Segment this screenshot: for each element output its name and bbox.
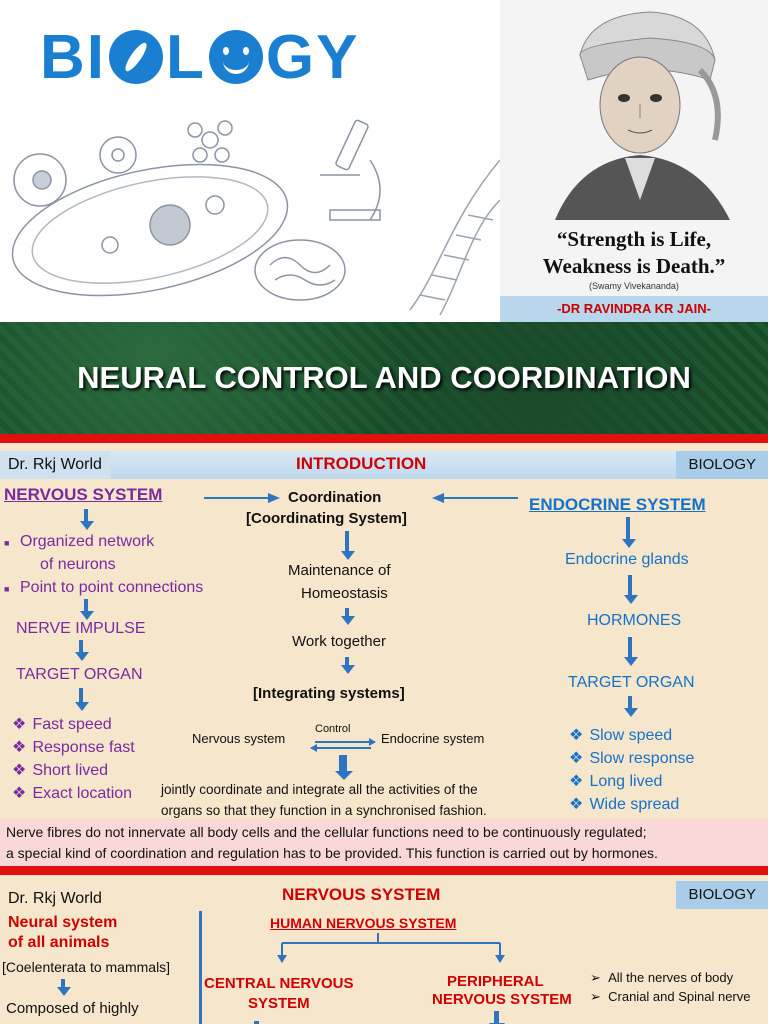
endocrine-feature: ❖ Slow response — [569, 750, 695, 767]
arrow-down-icon — [622, 517, 634, 548]
biology-logo — [40, 22, 359, 93]
flower-cell-icon — [188, 121, 232, 162]
arrow-down-icon — [341, 657, 353, 674]
nervous-feature: ❖ Exact location — [12, 785, 133, 802]
title-band — [0, 322, 768, 434]
logo-text-left: BI — [40, 23, 106, 92]
arrow-down-icon — [341, 608, 353, 625]
nervous-feature: ❖ Response fast — [12, 739, 135, 756]
integrating-systems-label: [Integrating systems] — [253, 685, 405, 702]
quote-line-2: Weakness is Death.” — [542, 254, 726, 278]
slide-introduction — [0, 434, 768, 866]
nucleus-icon — [100, 137, 136, 173]
endocrine-system-title: ENDOCRINE SYSTEM — [529, 495, 706, 514]
arrow-down-icon — [335, 755, 351, 780]
control-label: Control — [315, 723, 351, 735]
human-nervous-system-label: HUMAN NERVOUS SYSTEM — [270, 915, 457, 931]
nervous-system-small: Nervous system — [192, 731, 286, 746]
brand-label: Dr. Rkj World — [0, 885, 110, 913]
jointly-line-2: organs so that they function in a synchronised fashion. — [161, 803, 487, 818]
nervous-feature: ❖ Short lived — [12, 762, 109, 779]
pns-point: ➢ All the nerves of body — [590, 970, 734, 985]
footnote-line-1: Nerve fibres do not innervate all body cells and the cellular functions need to be continuously regulated; — [6, 824, 647, 840]
footnote-box — [0, 819, 768, 870]
logo-text-right: GY — [265, 23, 360, 92]
cns-line-2: SYSTEM — [248, 995, 310, 1012]
homeostasis-label: Homeostasis — [301, 585, 388, 602]
target-organ-right-label: TARGET ORGAN — [568, 674, 695, 691]
arrow-down-icon — [57, 979, 69, 996]
arrow-right-icon — [202, 491, 282, 505]
nervous-system-title: NERVOUS SYSTEM — [4, 485, 163, 504]
coordinating-system-label: [Coordinating System] — [246, 510, 407, 527]
author-bar: -DR RAVINDRA KR JAIN- — [500, 296, 768, 322]
work-together-label: Work together — [292, 633, 386, 650]
arrow-down-icon — [624, 637, 636, 666]
biology-sketch-illustration — [0, 100, 500, 322]
divider-line — [199, 911, 202, 1024]
arrow-down-icon — [341, 531, 353, 560]
subject-label: BIOLOGY — [676, 451, 768, 479]
neural-system-line-1: Neural system — [8, 914, 118, 931]
double-arrow-icon — [309, 737, 377, 753]
pns-line-1: PERIPHERAL — [447, 973, 544, 990]
hormones-label: HORMONES — [587, 612, 682, 629]
tree-connector — [270, 931, 510, 965]
composed-label: Composed of highly — [6, 1000, 139, 1017]
endocrine-feature: ❖ Wide spread — [569, 796, 680, 813]
microscope-icon — [320, 119, 380, 220]
quote-line-1: “Strength is Life, — [556, 227, 712, 251]
quote-source: (Swamy Vivekananda) — [589, 281, 679, 291]
slide-heading: NERVOUS SYSTEM — [282, 885, 441, 904]
footnote-line-2: a special kind of coordination and regulation has to be provided. This function is carried out by hormones. — [6, 845, 658, 861]
arrow-down-icon — [80, 599, 92, 620]
arrow-down-icon — [624, 696, 636, 717]
nervous-feature: ❖ Fast speed — [12, 716, 112, 733]
slide-heading: INTRODUCTION — [296, 454, 427, 473]
nervous-point: ■ Organized network — [4, 533, 155, 550]
logo-text-mid: L — [166, 23, 206, 92]
smiley-icon — [209, 30, 263, 84]
brand-label: Dr. Rkj World — [0, 451, 110, 479]
nerve-impulse-label: NERVE IMPULSE — [16, 620, 146, 637]
arrow-down-icon — [75, 688, 87, 711]
endocrine-feature: ❖ Long lived — [569, 773, 663, 790]
slide-nervous-system — [0, 866, 768, 1024]
endocrine-feature: ❖ Slow speed — [569, 727, 673, 744]
coordination-label: Coordination — [288, 489, 382, 506]
arrow-down-icon — [624, 575, 636, 604]
pns-line-2: NERVOUS SYSTEM — [432, 991, 572, 1008]
brain-icon — [255, 240, 345, 300]
leaf-icon — [109, 30, 163, 84]
pns-point: ➢ Cranial and Spinal nerve — [590, 989, 751, 1004]
page-title: NEURAL CONTROL AND COORDINATION — [77, 360, 691, 395]
maintenance-label: Maintenance of — [288, 562, 391, 579]
coelenterata-label: [Coelenterata to mammals] — [2, 959, 171, 975]
target-organ-label: TARGET ORGAN — [16, 666, 143, 683]
arrow-left-icon — [430, 491, 520, 505]
endocrine-system-small: Endocrine system — [381, 731, 485, 746]
nervous-point: of neurons — [40, 556, 116, 573]
jointly-line-1: jointly coordinate and integrate all the activities of the — [161, 782, 478, 797]
neural-system-line-2: of all animals — [8, 934, 110, 951]
subject-label: BIOLOGY — [676, 881, 768, 909]
arrow-down-icon — [75, 640, 87, 661]
arrow-down-icon — [80, 509, 92, 530]
quote-panel — [500, 0, 768, 296]
banner — [0, 0, 768, 322]
cns-line-1: CENTRAL NERVOUS — [204, 975, 354, 992]
portrait-image — [500, 0, 768, 220]
nervous-point: ■ Point to point connections — [4, 579, 204, 596]
dna-icon — [410, 160, 500, 315]
endocrine-glands-label: Endocrine glands — [565, 551, 689, 568]
